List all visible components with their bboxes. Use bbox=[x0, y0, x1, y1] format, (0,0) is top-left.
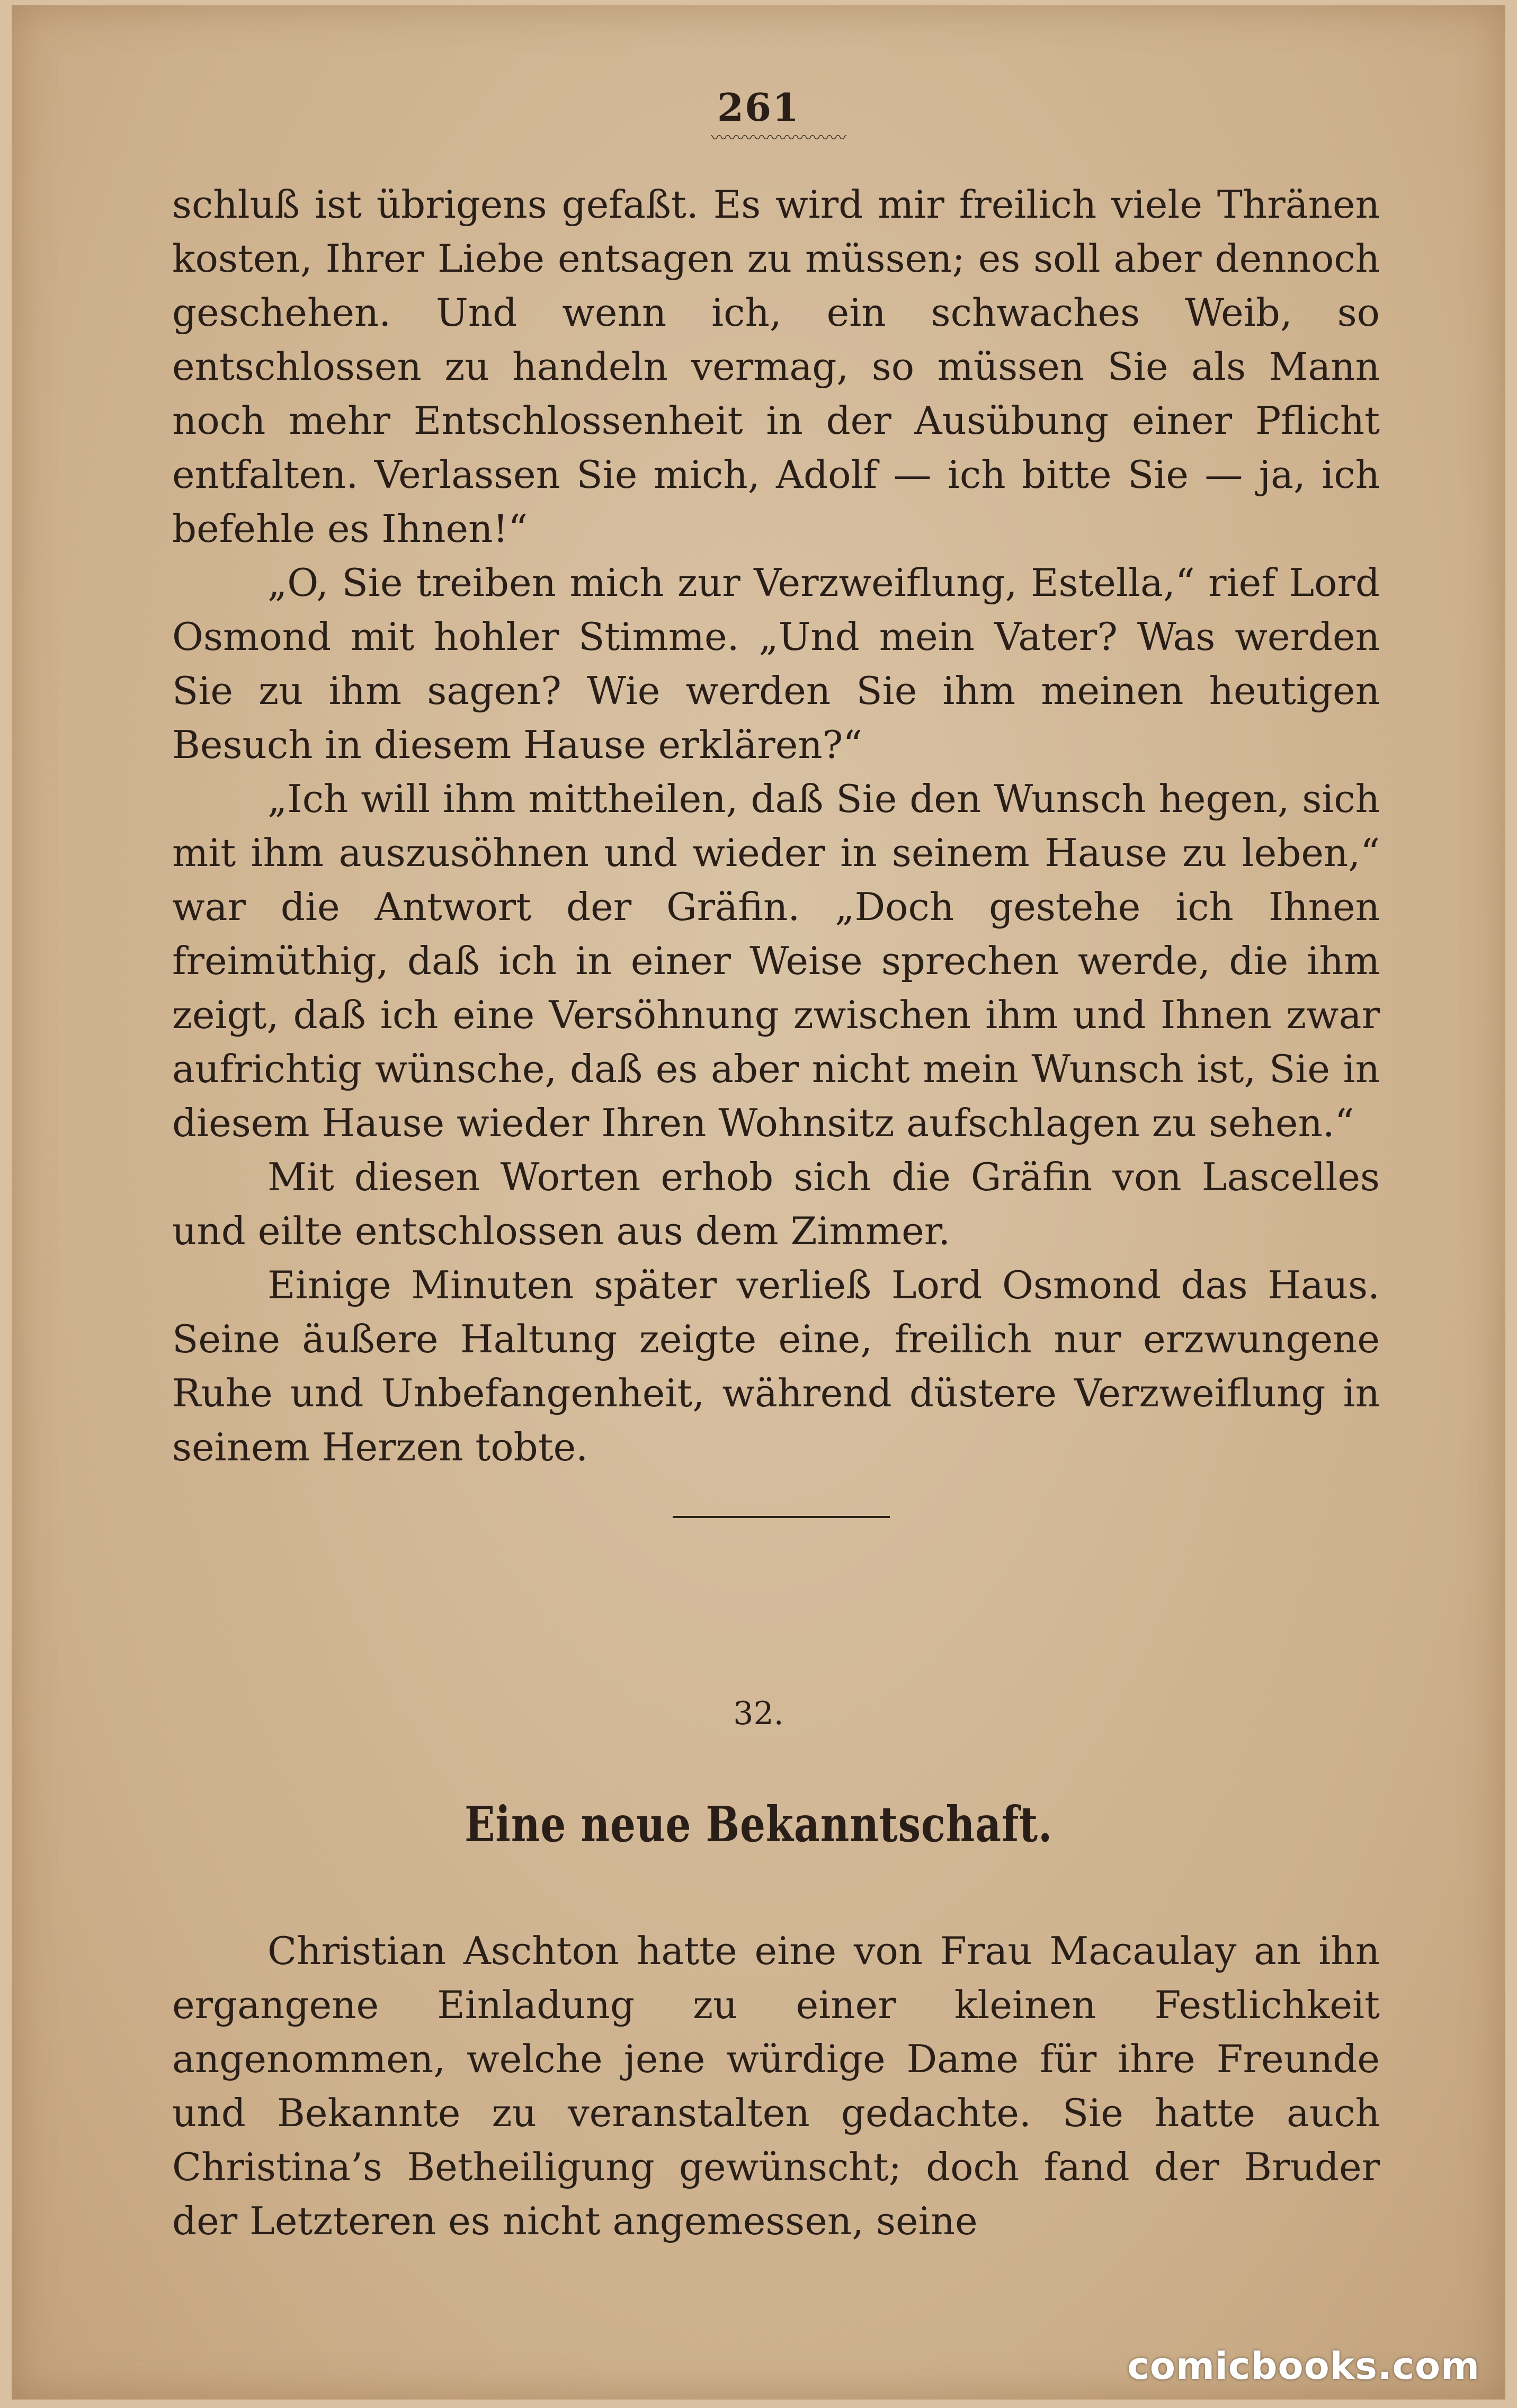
chapter-title: Eine neue Bekanntschaft. bbox=[464, 1796, 1053, 1853]
paragraph: „O, Sie treiben mich zur Verzweiflung, Estella,“ rief Lord Osmond mit hohler Stimme. „Und mein Vater? Was werden Sie zu ihm sagen? Wie werden Sie ihm meinen heutigen Besuch in diesem Hause erklären?“ bbox=[172, 560, 1380, 767]
paragraph: Einige Minuten später verließ Lord Osmond das Haus. Seine äußere Haltung zeigte eine, freilich nur erzwungene Ruhe und Unbefangenheit, während düstere Verzweiflung in seinem Herzen tobte. bbox=[172, 1263, 1380, 1469]
paragraph: Mit diesen Worten erhob sich die Gräfin von Lascelles und eilte entschlossen aus dem Zimmer. bbox=[172, 1155, 1380, 1253]
section-divider bbox=[673, 1516, 890, 1518]
paragraph: schluß ist übrigens gefaßt. Es wird mir freilich viele Thränen kosten, Ihrer Liebe entsagen zu müssen; es soll aber dennoch geschehen. Und wenn ich, ein schwaches Weib, so entschlossen zu handeln vermag, so müssen Sie als Mann noch mehr Entschlossenheit in der Ausübung einer Pflicht entfalten. Verlassen Sie mich, Adolf — ich bitte Sie — ja, ich befehle es Ihnen!“ bbox=[172, 182, 1380, 551]
page-number: 261 bbox=[717, 85, 800, 130]
chapter-number: 32. bbox=[733, 1695, 784, 1732]
text-block-top bbox=[172, 177, 1380, 1474]
paragraph: Christian Aschton hatte eine von Frau Macaulay an ihn ergangene Einladung zu einer kleinen Festlichkeit angenommen, welche jene würdige Dame für ihre Freunde und Bekannte zu veranstalten gedachte. Sie hatte auch Christina’s Betheiligung gewünscht; doch fand der Bruder der Letzteren es nicht angemessen, seine bbox=[172, 1929, 1380, 2243]
folio-ornament: 〰〰〰〰〰〰〰〰 bbox=[710, 132, 846, 143]
watermark: comicbooks.com bbox=[1127, 2344, 1480, 2388]
paragraph: „Ich will ihm mittheilen, daß Sie den Wunsch hegen, sich mit ihm auszusöhnen und wieder in seinem Hause zu leben,“ war die Antwort der Gräfin. „Doch gestehe ich Ihnen freimüthig, daß ich in einer Weise sprechen werde, die ihm zeigt, daß ich eine Versöhnung zwischen ihm und Ihnen zwar aufrichtig wünsche, daß es aber nicht mein Wunsch ist, Sie in diesem Hause wieder Ihren Wohnsitz aufschlagen zu sehen.“ bbox=[172, 777, 1380, 1145]
text-block-bottom bbox=[172, 1924, 1380, 2248]
